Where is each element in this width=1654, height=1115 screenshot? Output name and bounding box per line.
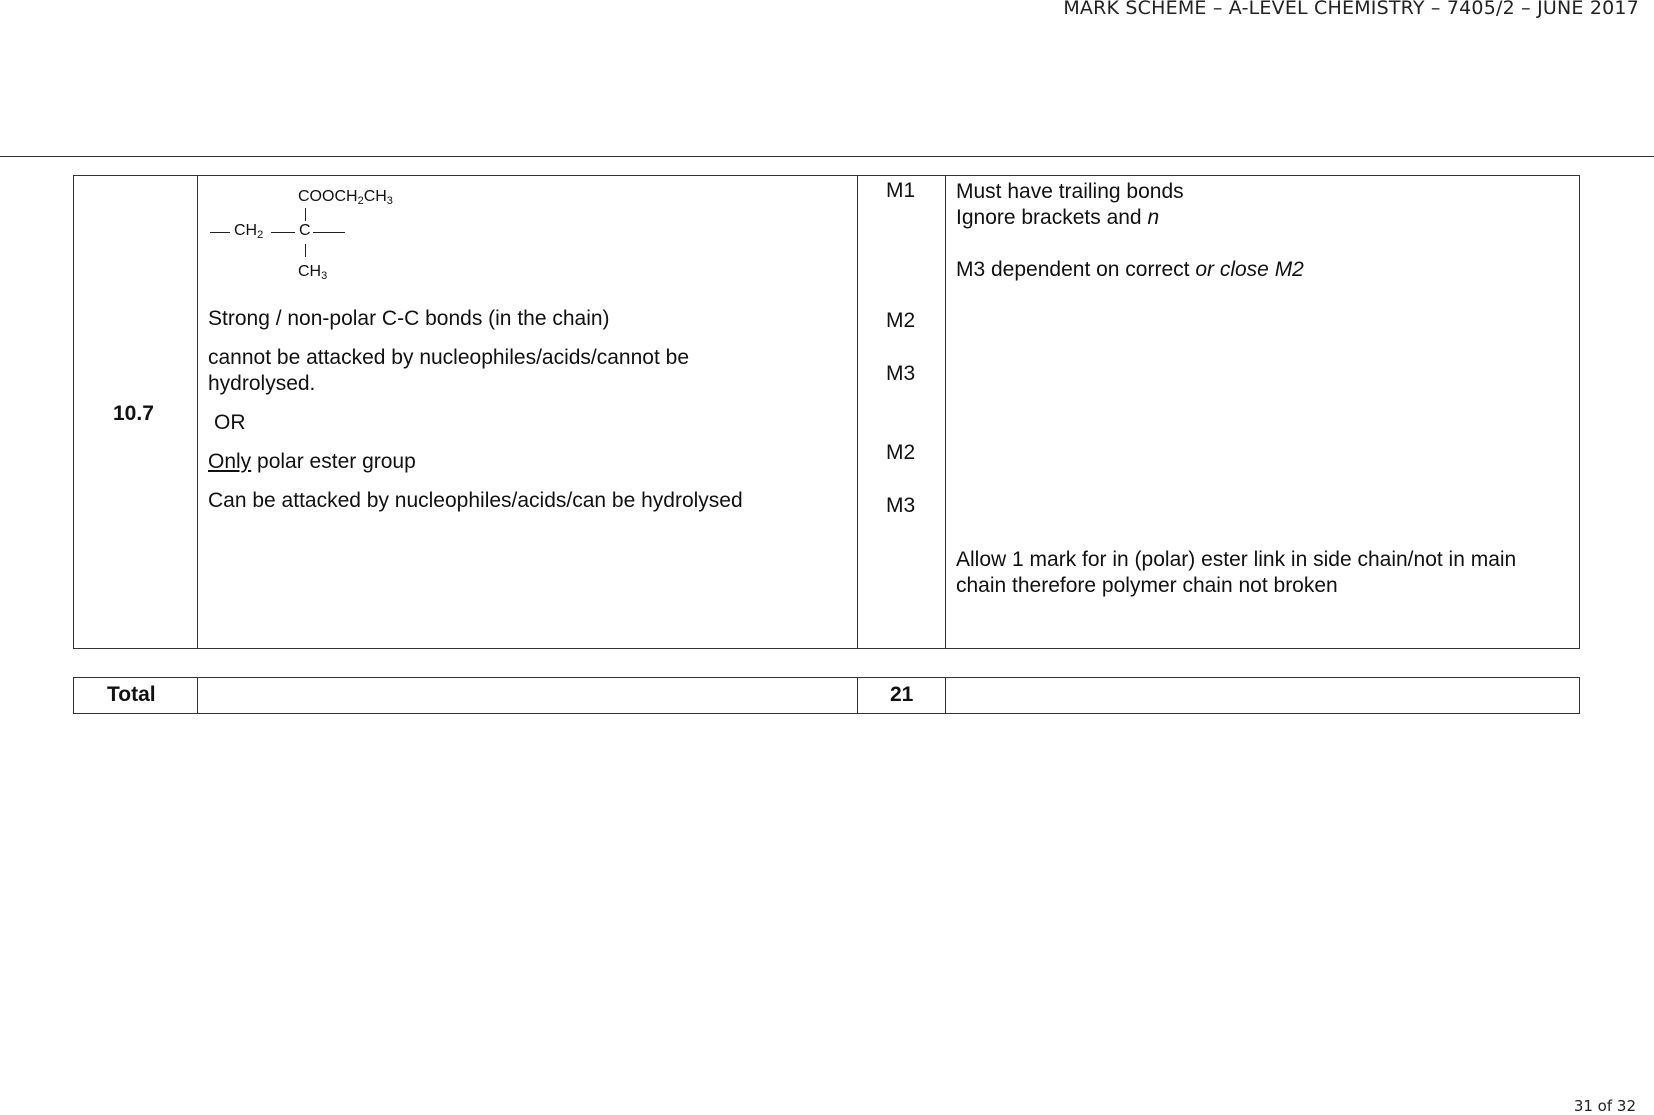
column-divider (857, 176, 858, 648)
comment-line: chain therefore polymer chain not broken (956, 574, 1338, 597)
answer-line: Can be attacked by nucleophiles/acids/can be hydrolysed (208, 489, 743, 512)
trailing-bond-left (210, 232, 230, 233)
mark-label: M3 (886, 362, 916, 385)
mark-label: M3 (886, 494, 916, 517)
comment-line: Allow 1 mark for in (polar) ester link in side chain/not in main (956, 548, 1517, 571)
column-divider (197, 176, 198, 648)
column-divider (857, 678, 858, 713)
column-divider (197, 678, 198, 713)
answer-line: hydrolysed. (208, 372, 316, 395)
bond-line (305, 208, 306, 221)
header-divider (0, 156, 1654, 157)
total-value: 21 (890, 683, 914, 706)
comment-line: Ignore brackets and n (956, 206, 1160, 229)
quaternary-carbon: C (299, 222, 311, 239)
column-divider (945, 678, 946, 713)
mark-label: M2 (886, 441, 916, 464)
answer-line: cannot be attacked by nucleophiles/acids/cannot be (208, 346, 690, 369)
page-header-title: MARK SCHEME – A-LEVEL CHEMISTRY – 7405/2 – JUNE 2017 (1063, 0, 1639, 19)
answer-or: OR (214, 411, 246, 434)
answer-line: Strong / non-polar C-C bonds (in the chain) (208, 307, 610, 330)
total-label: Total (107, 683, 156, 706)
bond-line (271, 232, 295, 233)
ch2-group: $CH_2$ (234, 222, 264, 241)
mark-label: M2 (886, 309, 916, 332)
comment-line: Must have trailing bonds (956, 180, 1184, 203)
bond-line (305, 244, 306, 257)
comment-line: M3 dependent on correct or close M2 (956, 258, 1304, 281)
methyl-group: $CH_3$ (298, 263, 328, 282)
answer-line: Only polar ester group (208, 450, 416, 473)
page-number: 31 of 32 (1573, 1097, 1636, 1115)
trailing-bond-right (313, 232, 345, 233)
mark-scheme-table (73, 175, 1580, 649)
column-divider (945, 176, 946, 648)
question-number: 10.7 (113, 402, 154, 425)
mark-label: M1 (886, 179, 916, 202)
ester-side-group: $COOCH_2CH_3$ (298, 188, 393, 207)
total-row (73, 677, 1580, 714)
